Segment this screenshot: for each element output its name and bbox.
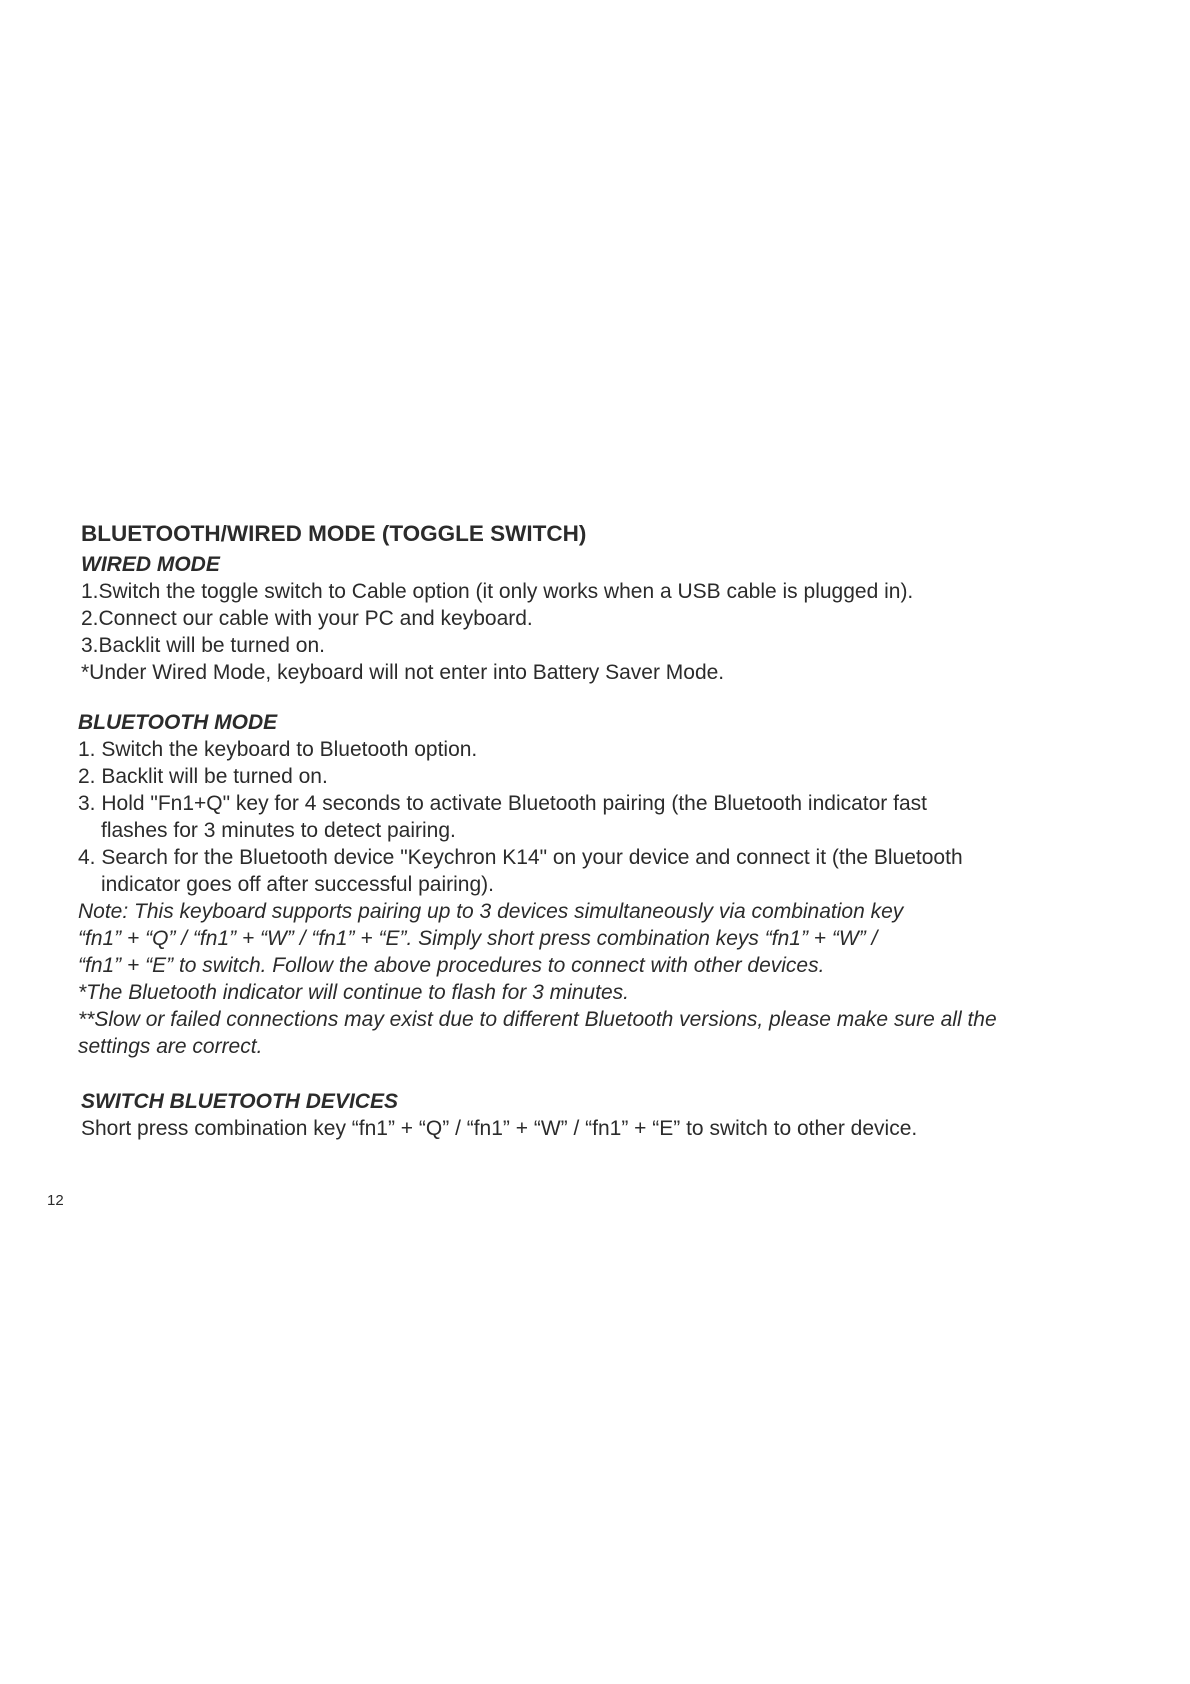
wired-step-3: 3.Backlit will be turned on. <box>81 634 325 657</box>
wired-mode-heading: WIRED MODE <box>81 553 220 576</box>
page-number: 12 <box>47 1192 64 1209</box>
bluetooth-step-3: 3. Hold "Fn1+Q" key for 4 seconds to activate Bluetooth pairing (the Bluetooth indicator fast <box>78 792 927 815</box>
bluetooth-step-2: 2. Backlit will be turned on. <box>78 765 328 788</box>
wired-note: *Under Wired Mode, keyboard will not enter into Battery Saver Mode. <box>81 661 725 684</box>
bluetooth-note-4: *The Bluetooth indicator will continue to flash for 3 minutes. <box>78 981 629 1004</box>
bluetooth-step-1: 1. Switch the keyboard to Bluetooth option. <box>78 738 478 761</box>
page-title: BLUETOOTH/WIRED MODE (TOGGLE SWITCH) <box>81 521 587 546</box>
bluetooth-note-2: “fn1” + “Q” / “fn1” + “W” / “fn1” + “E”. Simply short press combination keys “fn1” + “W” / <box>78 927 878 950</box>
bluetooth-step-3-cont: flashes for 3 minutes to detect pairing. <box>101 819 456 842</box>
bluetooth-note-1: Note: This keyboard supports pairing up to 3 devices simultaneously via combination key <box>78 900 904 923</box>
switch-devices-heading: SWITCH BLUETOOTH DEVICES <box>81 1090 398 1113</box>
wired-step-2: 2.Connect our cable with your PC and keyboard. <box>81 607 533 630</box>
bluetooth-note-5: **Slow or failed connections may exist due to different Bluetooth versions, please make sure all the <box>78 1008 997 1031</box>
bluetooth-note-3: “fn1” + “E” to switch. Follow the above procedures to connect with other devices. <box>78 954 825 977</box>
bluetooth-note-6: settings are correct. <box>78 1035 263 1058</box>
bluetooth-step-4-cont: indicator goes off after successful pairing). <box>101 873 494 896</box>
switch-devices-text: Short press combination key “fn1” + “Q” / “fn1” + “W” / “fn1” + “E” to switch to other device. <box>81 1117 918 1140</box>
bluetooth-mode-heading: BLUETOOTH MODE <box>78 711 278 734</box>
wired-step-1: 1.Switch the toggle switch to Cable option (it only works when a USB cable is plugged in). <box>81 580 914 603</box>
bluetooth-step-4: 4. Search for the Bluetooth device "Keychron K14" on your device and connect it (the Bluetooth <box>78 846 963 869</box>
